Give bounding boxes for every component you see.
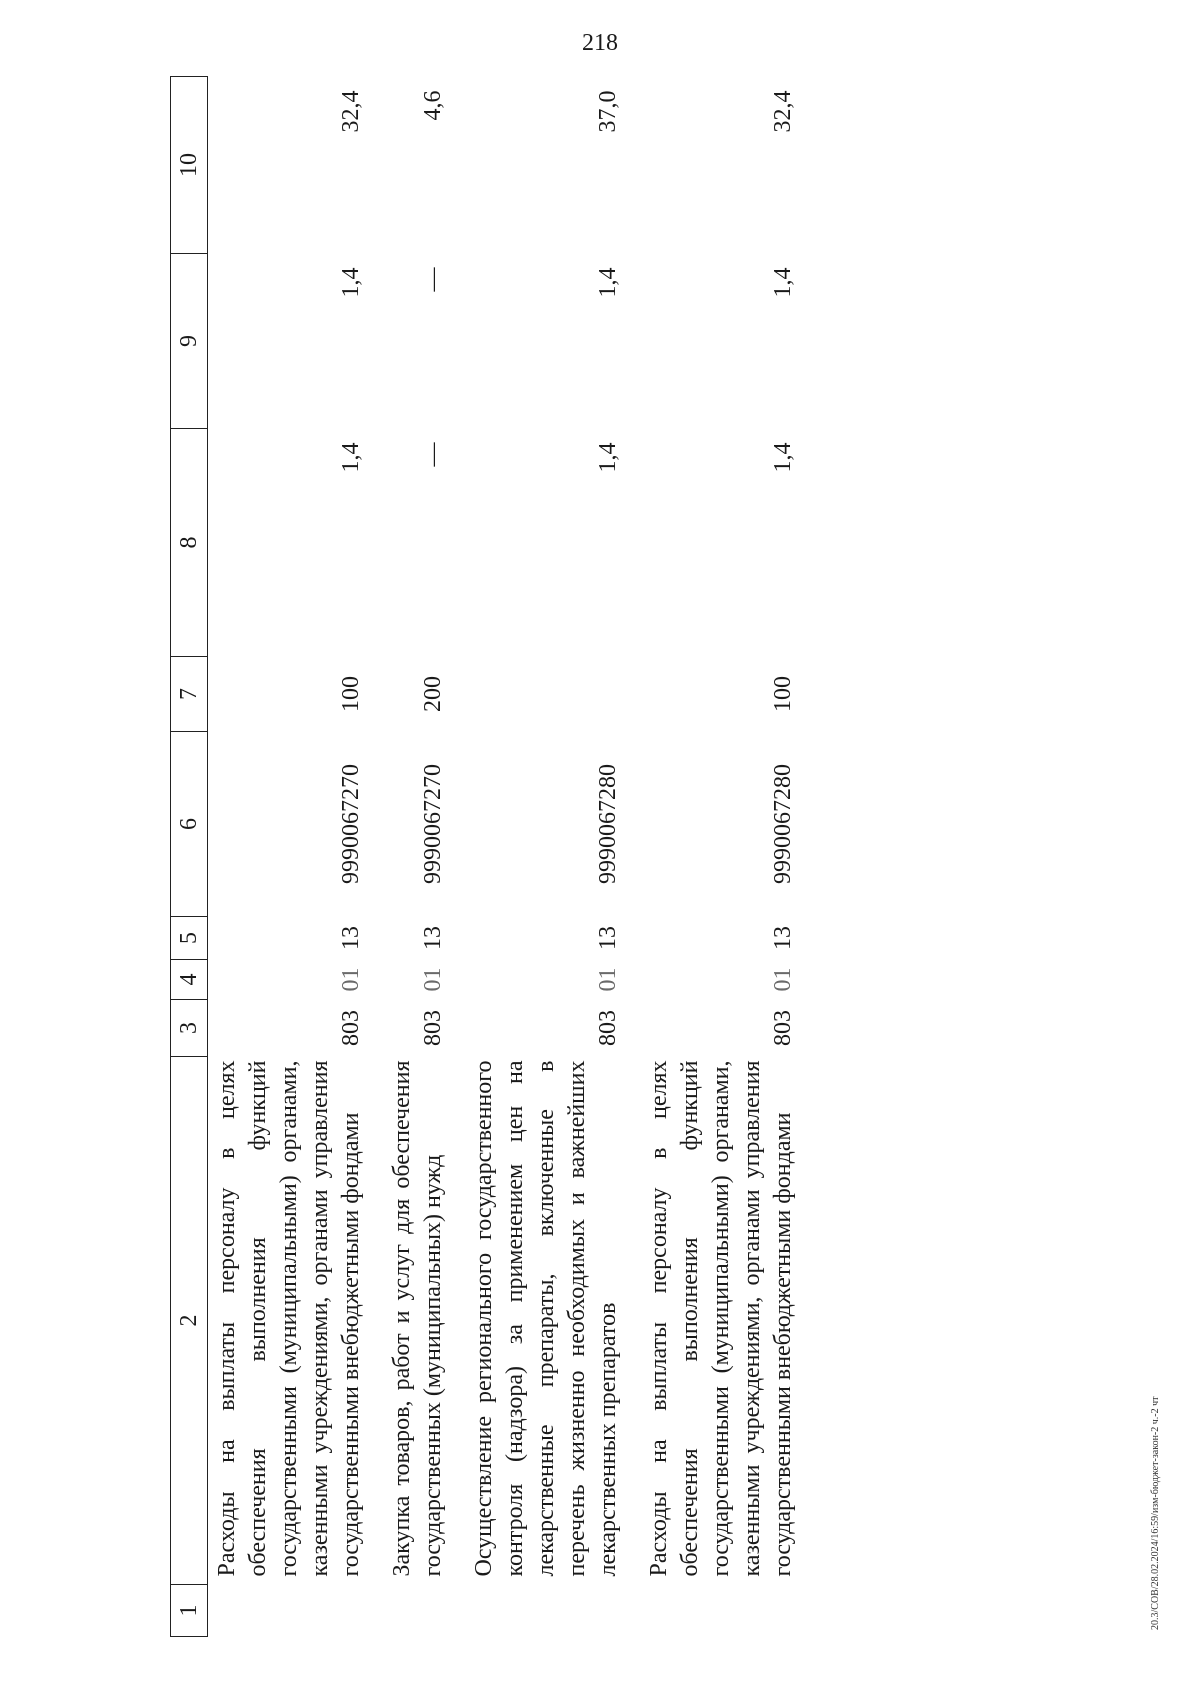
cell-col-10: 32,4 — [338, 90, 364, 133]
cell-col-9: 1,4 — [595, 267, 621, 298]
cell-col-5: 13 — [595, 926, 621, 950]
cell-col-3: 803 — [420, 1010, 446, 1046]
column-header-5: 5 — [171, 917, 208, 960]
cell-col-8: 1,4 — [595, 442, 621, 473]
row-description: Осуществление регионального государственного контроля (надзора) за применением цен на лекарственные препараты, включенные в перечень жизненно необходимых и важнейших лекарственных препаратов — [471, 1060, 621, 1577]
cell-col-3: 803 — [338, 1010, 364, 1046]
rotated-table-container — [170, 77, 1045, 1637]
cell-col-4: 01 — [595, 967, 621, 992]
table-row — [387, 77, 449, 1637]
cell-col-8: 1,4 — [338, 442, 364, 473]
row-description: Расходы на выплаты персоналу в целях обеспечения выполнения функций государственными (муниципальными) органами, казенными учреждениями, органами управления государственными внебюджетными фондами — [214, 1060, 364, 1577]
column-header-4: 4 — [171, 960, 208, 1000]
cell-col-6: 9990067270 — [338, 764, 364, 884]
cell-col-4: 01 — [420, 967, 446, 992]
cell-col-7 — [469, 657, 624, 732]
cell-col-10: 37,0 — [595, 90, 621, 133]
column-header-2: 2 — [171, 1057, 208, 1585]
cell-col-4: 01 — [770, 967, 796, 992]
cell-col-3: 803 — [770, 1010, 796, 1046]
row-spacer — [624, 77, 644, 1637]
cell-col-10: 32,4 — [770, 90, 796, 133]
cell-col-6: 9990067280 — [770, 764, 796, 884]
column-header-8: 8 — [171, 429, 208, 657]
table-header-row — [171, 77, 208, 1637]
column-header-10: 10 — [171, 77, 208, 254]
cell-col-5: 13 — [420, 926, 446, 950]
table-row — [644, 77, 799, 1637]
row-description: Расходы на выплаты персоналу в целях обеспечения выполнения функций государственными (муниципальными) органами, казенными учреждениями, органами управления государственными внебюджетными фондами — [646, 1060, 796, 1577]
cell-col-5: 13 — [770, 926, 796, 950]
cell-col-5: 13 — [338, 926, 364, 950]
column-header-6: 6 — [171, 732, 208, 917]
row-spacer — [449, 77, 469, 1637]
cell-col-7: 100 — [338, 676, 364, 712]
cell-col-9: — — [420, 267, 446, 292]
cell-col-6: 9990067280 — [595, 764, 621, 884]
column-header-3: 3 — [171, 1000, 208, 1057]
cell-col-8: — — [420, 442, 446, 467]
cell-col-3: 803 — [595, 1010, 621, 1046]
cell-col-8: 1,4 — [770, 442, 796, 473]
cell-col-7: 200 — [420, 676, 446, 712]
column-header-1: 1 — [171, 1585, 208, 1637]
cell-col-9: 1,4 — [338, 267, 364, 298]
cell-col-4: 01 — [338, 967, 364, 992]
table-row — [469, 77, 624, 1637]
cell-col-10: 4,6 — [420, 90, 446, 121]
budget-table — [170, 76, 799, 1637]
page-number: 218 — [582, 30, 618, 56]
document-footer-code: 20.3/СОВ/28.02.2024/16:59/изм-бюджет-закон-2 ч.-2 чт — [1150, 1396, 1161, 1630]
column-header-7: 7 — [171, 657, 208, 732]
row-description: Закупка товаров, работ и услуг для обеспечения государственных (муниципальных) нужд — [389, 1060, 446, 1577]
cell-col-6: 9990067270 — [420, 764, 446, 884]
cell-col-7: 100 — [770, 676, 796, 712]
column-header-9: 9 — [171, 254, 208, 429]
table-row — [208, 77, 368, 1637]
row-spacer — [367, 77, 387, 1637]
cell-col-9: 1,4 — [770, 267, 796, 298]
